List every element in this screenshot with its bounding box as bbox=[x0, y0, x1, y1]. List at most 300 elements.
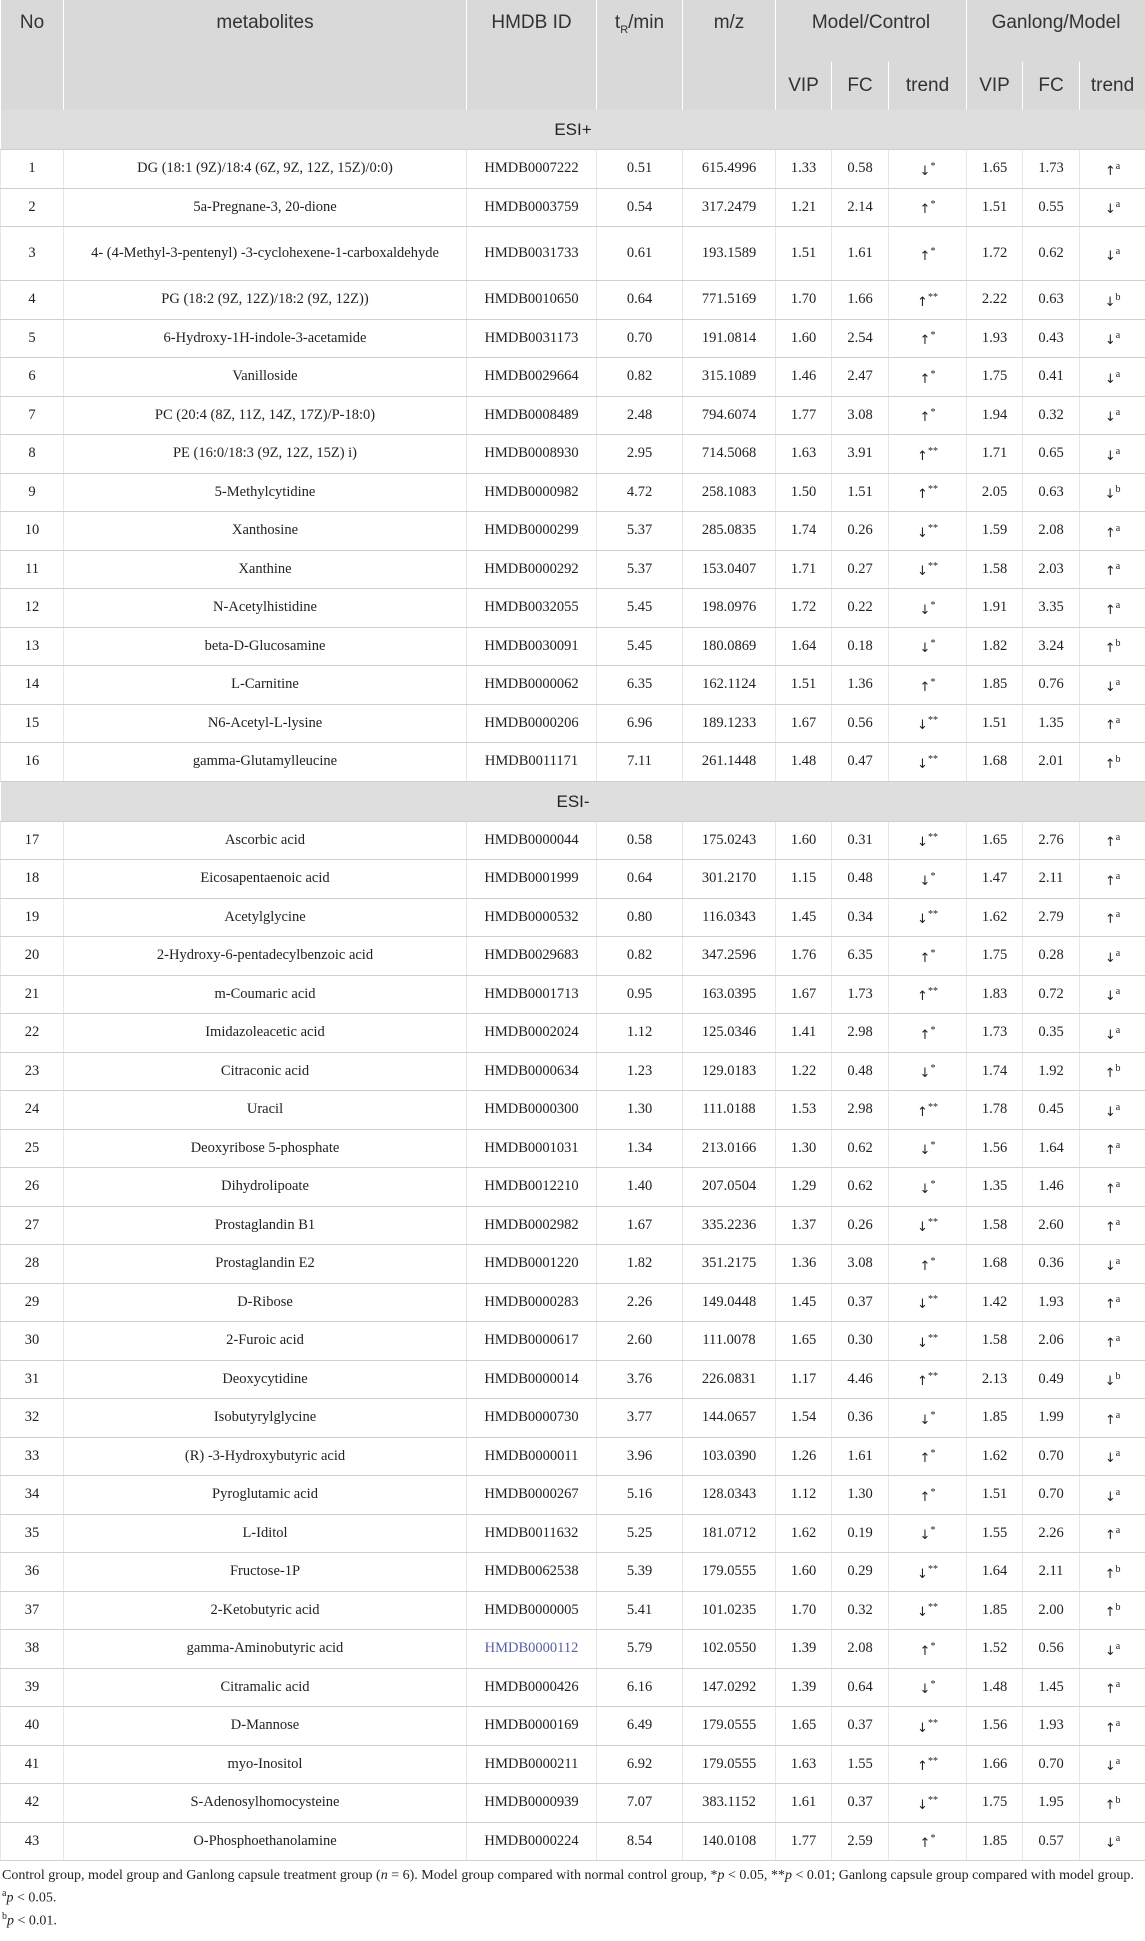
significance-mark: a bbox=[1115, 368, 1121, 380]
hmdb-id: HMDB0000005 bbox=[467, 1591, 597, 1630]
vip-model-control: 1.70 bbox=[776, 281, 832, 320]
trend-model-control bbox=[889, 1822, 967, 1861]
trend-arrow-icon: ↑ bbox=[919, 333, 931, 349]
trend-arrow-icon: ↓ bbox=[917, 756, 928, 772]
metabolite-name: Fructose-1P bbox=[64, 1553, 467, 1592]
metabolite-name: PE (16:0/18:3 (9Z, 12Z, 15Z) i) bbox=[64, 435, 467, 474]
trend-arrow-icon: ↓ bbox=[1104, 333, 1116, 349]
retention-time: 1.67 bbox=[597, 1206, 683, 1245]
fc-model-control: 2.47 bbox=[832, 358, 889, 397]
vip-ganlong-model: 1.55 bbox=[967, 1514, 1023, 1553]
fc-ganlong-model: 3.24 bbox=[1023, 627, 1080, 666]
significance-mark: b bbox=[1115, 1794, 1121, 1806]
trend-model-control bbox=[889, 1668, 967, 1707]
trend-arrow-icon: ↓ bbox=[917, 1220, 928, 1236]
metabolite-name: 2-Ketobutyric acid bbox=[64, 1591, 467, 1630]
fc-model-control: 2.08 bbox=[832, 1630, 889, 1669]
header-tr-main: t bbox=[614, 12, 621, 33]
retention-time: 1.82 bbox=[597, 1245, 683, 1284]
retention-time: 6.96 bbox=[597, 704, 683, 743]
fc-ganlong-model: 0.41 bbox=[1023, 358, 1080, 397]
fc-model-control: 0.27 bbox=[832, 550, 889, 589]
retention-time: 1.40 bbox=[597, 1168, 683, 1207]
retention-time: 0.80 bbox=[597, 898, 683, 937]
hmdb-id: HMDB0000267 bbox=[467, 1476, 597, 1515]
trend-arrow-icon: ↑ bbox=[919, 248, 931, 264]
mz-value: 189.1233 bbox=[683, 704, 776, 743]
trend-model-control bbox=[889, 1707, 967, 1746]
fc-model-control: 6.35 bbox=[832, 937, 889, 976]
fc-ganlong-model: 2.01 bbox=[1023, 743, 1080, 782]
trend-ganlong-model bbox=[1080, 1129, 1145, 1168]
trend-arrow-icon: ↑ bbox=[919, 202, 931, 218]
row-no: 13 bbox=[1, 627, 64, 666]
significance-mark: a bbox=[1115, 1717, 1121, 1729]
row-no: 4 bbox=[1, 281, 64, 320]
trend-arrow-icon: ↓ bbox=[1104, 248, 1116, 264]
fc-ganlong-model: 0.45 bbox=[1023, 1091, 1080, 1130]
hmdb-id: HMDB0032055 bbox=[467, 589, 597, 628]
metabolite-name: Xanthosine bbox=[64, 512, 467, 551]
significance-mark: a bbox=[1115, 1217, 1121, 1229]
fc-ganlong-model: 0.57 bbox=[1023, 1822, 1080, 1861]
footnote-b: $^b$p < 0.01. bbox=[2, 1910, 57, 1929]
metabolite-name: Vanilloside bbox=[64, 358, 467, 397]
row-no: 37 bbox=[1, 1591, 64, 1630]
mz-value: 794.6074 bbox=[683, 396, 776, 435]
fc-model-control: 0.37 bbox=[832, 1784, 889, 1823]
mz-value: 103.0390 bbox=[683, 1437, 776, 1476]
mz-value: 351.2175 bbox=[683, 1245, 776, 1284]
retention-time: 1.12 bbox=[597, 1014, 683, 1053]
significance-mark: a bbox=[1115, 1640, 1121, 1652]
trend-arrow-icon: ↑ bbox=[1104, 564, 1116, 580]
mz-value: 615.4996 bbox=[683, 150, 776, 189]
trend-arrow-icon: ↑ bbox=[1104, 1566, 1116, 1582]
trend-model-control bbox=[889, 589, 967, 628]
trend-arrow-icon: ↓ bbox=[1104, 1451, 1116, 1467]
trend-arrow-icon: ↓ bbox=[917, 1720, 928, 1736]
fc-ganlong-model: 0.72 bbox=[1023, 975, 1080, 1014]
row-no: 38 bbox=[1, 1630, 64, 1669]
vip-model-control: 1.15 bbox=[776, 860, 832, 899]
trend-arrow-icon: ↓ bbox=[917, 835, 928, 851]
fc-model-control: 0.29 bbox=[832, 1553, 889, 1592]
trend-arrow-icon: ↓ bbox=[1104, 487, 1116, 503]
row-no: 34 bbox=[1, 1476, 64, 1515]
fc-model-control: 1.61 bbox=[832, 1437, 889, 1476]
trend-model-control bbox=[889, 1437, 967, 1476]
row-no: 18 bbox=[1, 860, 64, 899]
table-row bbox=[1, 281, 1145, 320]
table-row bbox=[1, 188, 1145, 227]
significance-mark: ** bbox=[927, 1217, 938, 1229]
vip-ganlong-model: 1.75 bbox=[967, 358, 1023, 397]
row-no: 41 bbox=[1, 1745, 64, 1784]
row-no: 22 bbox=[1, 1014, 64, 1053]
vip-ganlong-model: 1.93 bbox=[967, 319, 1023, 358]
retention-time: 0.51 bbox=[597, 150, 683, 189]
vip-ganlong-model: 1.65 bbox=[967, 150, 1023, 189]
vip-model-control: 1.54 bbox=[776, 1399, 832, 1438]
significance-mark: ** bbox=[927, 832, 938, 844]
mz-value: 179.0555 bbox=[683, 1553, 776, 1592]
vip-ganlong-model: 1.56 bbox=[967, 1129, 1023, 1168]
trend-ganlong-model bbox=[1080, 821, 1145, 860]
header-trend-2: trend bbox=[1080, 62, 1145, 110]
row-no: 32 bbox=[1, 1399, 64, 1438]
vip-ganlong-model: 1.56 bbox=[967, 1707, 1023, 1746]
significance-mark: * bbox=[930, 676, 936, 688]
trend-ganlong-model bbox=[1080, 627, 1145, 666]
fc-ganlong-model: 1.35 bbox=[1023, 704, 1080, 743]
row-no: 33 bbox=[1, 1437, 64, 1476]
header-vip-1: VIP bbox=[776, 62, 832, 110]
significance-mark: * bbox=[930, 599, 936, 611]
section-row bbox=[1, 110, 1145, 150]
hmdb-id: HMDB0007222 bbox=[467, 150, 597, 189]
trend-arrow-icon: ↑ bbox=[1104, 756, 1116, 772]
vip-model-control: 1.36 bbox=[776, 1245, 832, 1284]
metabolite-name: gamma-Aminobutyric acid bbox=[64, 1630, 467, 1669]
table-row bbox=[1, 1245, 1145, 1284]
trend-arrow-icon: ↓ bbox=[1104, 989, 1116, 1005]
fc-ganlong-model: 0.49 bbox=[1023, 1360, 1080, 1399]
trend-model-control bbox=[889, 1091, 967, 1130]
table-body bbox=[1, 110, 1145, 1861]
mz-value: 317.2479 bbox=[683, 188, 776, 227]
vip-ganlong-model: 1.48 bbox=[967, 1668, 1023, 1707]
metabolite-name: Prostaglandin E2 bbox=[64, 1245, 467, 1284]
table-row bbox=[1, 1437, 1145, 1476]
metabolite-name: 5-Methylcytidine bbox=[64, 473, 467, 512]
vip-ganlong-model: 1.85 bbox=[967, 1399, 1023, 1438]
vip-ganlong-model: 1.52 bbox=[967, 1630, 1023, 1669]
mz-value: 213.0166 bbox=[683, 1129, 776, 1168]
header-no: No bbox=[1, 0, 64, 110]
metabolite-name: Acetylglycine bbox=[64, 898, 467, 937]
significance-mark: ** bbox=[927, 715, 938, 727]
significance-mark: ** bbox=[927, 484, 938, 496]
vip-model-control: 1.64 bbox=[776, 627, 832, 666]
trend-ganlong-model bbox=[1080, 666, 1145, 705]
retention-time: 5.41 bbox=[597, 1591, 683, 1630]
footnote-a: $^a$p < 0.05. bbox=[2, 1888, 57, 1906]
metabolite-name: Isobutyrylglycine bbox=[64, 1399, 467, 1438]
trend-arrow-icon: ↑ bbox=[1104, 1066, 1116, 1082]
hmdb-id: HMDB0011171 bbox=[467, 743, 597, 782]
hmdb-id: HMDB0012210 bbox=[467, 1168, 597, 1207]
significance-mark: a bbox=[1115, 1525, 1121, 1537]
trend-arrow-icon: ↓ bbox=[917, 1566, 928, 1582]
vip-ganlong-model: 1.91 bbox=[967, 589, 1023, 628]
vip-model-control: 1.77 bbox=[776, 1822, 832, 1861]
significance-mark: ** bbox=[927, 1794, 938, 1806]
significance-mark: ** bbox=[927, 909, 938, 921]
hmdb-id: HMDB0010650 bbox=[467, 281, 597, 320]
fc-model-control: 0.48 bbox=[832, 860, 889, 899]
fc-model-control: 0.47 bbox=[832, 743, 889, 782]
mz-value: 144.0657 bbox=[683, 1399, 776, 1438]
trend-model-control bbox=[889, 898, 967, 937]
section-label: ESI+ bbox=[1, 110, 1145, 150]
retention-time: 0.64 bbox=[597, 860, 683, 899]
row-no: 39 bbox=[1, 1668, 64, 1707]
mz-value: 163.0395 bbox=[683, 975, 776, 1014]
mz-value: 153.0407 bbox=[683, 550, 776, 589]
vip-model-control: 1.63 bbox=[776, 435, 832, 474]
row-no: 6 bbox=[1, 358, 64, 397]
section-label: ESI- bbox=[1, 781, 1145, 821]
trend-arrow-icon: ↓ bbox=[919, 1528, 931, 1544]
metabolite-name: 2-Furoic acid bbox=[64, 1322, 467, 1361]
mz-value: 258.1083 bbox=[683, 473, 776, 512]
trend-arrow-icon: ↑ bbox=[919, 1489, 931, 1505]
significance-mark: * bbox=[930, 1409, 936, 1421]
vip-model-control: 1.65 bbox=[776, 1322, 832, 1361]
trend-arrow-icon: ↑ bbox=[919, 1258, 931, 1274]
row-no: 43 bbox=[1, 1822, 64, 1861]
trend-ganlong-model bbox=[1080, 1784, 1145, 1823]
trend-arrow-icon: ↑ bbox=[917, 1759, 928, 1775]
hmdb-id: HMDB0000426 bbox=[467, 1668, 597, 1707]
vip-model-control: 1.45 bbox=[776, 1283, 832, 1322]
mz-value: 125.0346 bbox=[683, 1014, 776, 1053]
trend-ganlong-model bbox=[1080, 1052, 1145, 1091]
trend-model-control bbox=[889, 150, 967, 189]
table-row bbox=[1, 1591, 1145, 1630]
significance-mark: a bbox=[1115, 1255, 1121, 1267]
retention-time: 0.82 bbox=[597, 358, 683, 397]
trend-arrow-icon: ↑ bbox=[1104, 1605, 1116, 1621]
hmdb-id: HMDB0003759 bbox=[467, 188, 597, 227]
hmdb-id: HMDB0001713 bbox=[467, 975, 597, 1014]
fc-ganlong-model: 0.35 bbox=[1023, 1014, 1080, 1053]
significance-mark: a bbox=[1115, 1833, 1121, 1845]
retention-time: 2.48 bbox=[597, 396, 683, 435]
metabolite-name: Imidazoleacetic acid bbox=[64, 1014, 467, 1053]
retention-time: 2.60 bbox=[597, 1322, 683, 1361]
vip-model-control: 1.53 bbox=[776, 1091, 832, 1130]
row-no: 36 bbox=[1, 1553, 64, 1592]
fc-model-control: 0.58 bbox=[832, 150, 889, 189]
table-row bbox=[1, 1399, 1145, 1438]
hmdb-id: HMDB0002982 bbox=[467, 1206, 597, 1245]
fc-model-control: 0.37 bbox=[832, 1707, 889, 1746]
header-retention-time bbox=[597, 0, 683, 110]
vip-model-control: 1.51 bbox=[776, 666, 832, 705]
significance-mark: * bbox=[930, 1024, 936, 1036]
table-footnotes bbox=[0, 1861, 1145, 1930]
trend-ganlong-model bbox=[1080, 550, 1145, 589]
retention-time: 0.70 bbox=[597, 319, 683, 358]
trend-ganlong-model bbox=[1080, 975, 1145, 1014]
fc-ganlong-model: 0.43 bbox=[1023, 319, 1080, 358]
metabolite-name: Pyroglutamic acid bbox=[64, 1476, 467, 1515]
header-fc-2: FC bbox=[1023, 62, 1080, 110]
vip-model-control: 1.60 bbox=[776, 1553, 832, 1592]
trend-arrow-icon: ↓ bbox=[917, 564, 928, 580]
fc-ganlong-model: 1.46 bbox=[1023, 1168, 1080, 1207]
trend-ganlong-model bbox=[1080, 589, 1145, 628]
vip-ganlong-model: 1.59 bbox=[967, 512, 1023, 551]
fc-model-control: 4.46 bbox=[832, 1360, 889, 1399]
vip-ganlong-model: 1.75 bbox=[967, 1784, 1023, 1823]
trend-arrow-icon: ↓ bbox=[1104, 950, 1116, 966]
metabolite-name: Prostaglandin B1 bbox=[64, 1206, 467, 1245]
metabolite-name: 4- (4-Methyl-3-pentenyl) -3-cyclohexene-1-carboxaldehyde bbox=[64, 227, 467, 281]
retention-time: 2.26 bbox=[597, 1283, 683, 1322]
metabolite-name: 5a-Pregnane-3, 20-dione bbox=[64, 188, 467, 227]
table-row bbox=[1, 666, 1145, 705]
trend-model-control bbox=[889, 473, 967, 512]
vip-model-control: 1.50 bbox=[776, 473, 832, 512]
fc-model-control: 0.30 bbox=[832, 1322, 889, 1361]
retention-time: 5.45 bbox=[597, 627, 683, 666]
header-fc-1: FC bbox=[832, 62, 889, 110]
significance-mark: ** bbox=[927, 522, 938, 534]
trend-arrow-icon: ↓ bbox=[1104, 1489, 1116, 1505]
significance-mark: * bbox=[930, 1525, 936, 1537]
vip-ganlong-model: 1.73 bbox=[967, 1014, 1023, 1053]
section-row bbox=[1, 781, 1145, 821]
trend-arrow-icon: ↓ bbox=[1104, 1027, 1116, 1043]
metabolite-name: Citraconic acid bbox=[64, 1052, 467, 1091]
trend-arrow-icon: ↓ bbox=[919, 163, 931, 179]
trend-ganlong-model bbox=[1080, 435, 1145, 474]
hmdb-id: HMDB0029664 bbox=[467, 358, 597, 397]
header-vip-2: VIP bbox=[967, 62, 1023, 110]
significance-mark: ** bbox=[927, 1371, 938, 1383]
trend-ganlong-model bbox=[1080, 1514, 1145, 1553]
trend-arrow-icon: ↓ bbox=[919, 1682, 931, 1698]
hmdb-id: HMDB0000292 bbox=[467, 550, 597, 589]
vip-model-control: 1.67 bbox=[776, 704, 832, 743]
fc-ganlong-model: 2.03 bbox=[1023, 550, 1080, 589]
significance-mark: b bbox=[1115, 484, 1121, 496]
retention-time: 0.64 bbox=[597, 281, 683, 320]
vip-model-control: 1.29 bbox=[776, 1168, 832, 1207]
significance-mark: * bbox=[930, 1640, 936, 1652]
table-row bbox=[1, 512, 1145, 551]
row-no: 35 bbox=[1, 1514, 64, 1553]
vip-ganlong-model: 1.74 bbox=[967, 1052, 1023, 1091]
fc-ganlong-model: 0.70 bbox=[1023, 1476, 1080, 1515]
fc-ganlong-model: 1.93 bbox=[1023, 1707, 1080, 1746]
metabolite-name: myo-Inositol bbox=[64, 1745, 467, 1784]
significance-mark: a bbox=[1115, 522, 1121, 534]
hmdb-id: HMDB0000014 bbox=[467, 1360, 597, 1399]
trend-model-control bbox=[889, 975, 967, 1014]
trend-arrow-icon: ↑ bbox=[1104, 1412, 1116, 1428]
trend-arrow-icon: ↑ bbox=[919, 1643, 931, 1659]
retention-time: 6.35 bbox=[597, 666, 683, 705]
retention-time: 0.54 bbox=[597, 188, 683, 227]
mz-value: 149.0448 bbox=[683, 1283, 776, 1322]
metabolite-name: L-Carnitine bbox=[64, 666, 467, 705]
trend-arrow-icon: ↓ bbox=[1104, 1104, 1116, 1120]
retention-time: 6.16 bbox=[597, 1668, 683, 1707]
mz-value: 347.2596 bbox=[683, 937, 776, 976]
row-no: 40 bbox=[1, 1707, 64, 1746]
row-no: 1 bbox=[1, 150, 64, 189]
fc-model-control: 2.59 bbox=[832, 1822, 889, 1861]
vip-model-control: 1.71 bbox=[776, 550, 832, 589]
trend-arrow-icon: ↓ bbox=[1104, 371, 1116, 387]
retention-time: 8.54 bbox=[597, 1822, 683, 1861]
significance-mark: * bbox=[930, 245, 936, 257]
fc-ganlong-model: 1.95 bbox=[1023, 1784, 1080, 1823]
vip-ganlong-model: 1.68 bbox=[967, 743, 1023, 782]
significance-mark: a bbox=[1115, 160, 1121, 172]
vip-model-control: 1.60 bbox=[776, 319, 832, 358]
header-tr-unit: /min bbox=[628, 12, 665, 33]
trend-arrow-icon: ↑ bbox=[917, 294, 928, 310]
trend-arrow-icon: ↑ bbox=[917, 1104, 928, 1120]
significance-mark: * bbox=[930, 1486, 936, 1498]
retention-time: 5.39 bbox=[597, 1553, 683, 1592]
trend-arrow-icon: ↓ bbox=[917, 718, 928, 734]
hmdb-id[interactable]: HMDB0000112 bbox=[467, 1630, 597, 1669]
hmdb-id: HMDB0001220 bbox=[467, 1245, 597, 1284]
vip-model-control: 1.22 bbox=[776, 1052, 832, 1091]
fc-model-control: 2.98 bbox=[832, 1014, 889, 1053]
fc-model-control: 0.19 bbox=[832, 1514, 889, 1553]
vip-ganlong-model: 1.64 bbox=[967, 1553, 1023, 1592]
header-ganlong-model: Ganlong/Model bbox=[967, 0, 1145, 62]
significance-mark: a bbox=[1115, 870, 1121, 882]
fc-model-control: 0.56 bbox=[832, 704, 889, 743]
fc-model-control: 2.54 bbox=[832, 319, 889, 358]
vip-model-control: 1.12 bbox=[776, 1476, 832, 1515]
table-row bbox=[1, 589, 1145, 628]
significance-mark: a bbox=[1115, 1448, 1121, 1460]
table-row bbox=[1, 627, 1145, 666]
vip-model-control: 1.30 bbox=[776, 1129, 832, 1168]
fc-model-control: 2.14 bbox=[832, 188, 889, 227]
trend-model-control bbox=[889, 227, 967, 281]
significance-mark: * bbox=[930, 1833, 936, 1845]
table-row bbox=[1, 1129, 1145, 1168]
mz-value: 179.0555 bbox=[683, 1707, 776, 1746]
retention-time: 2.95 bbox=[597, 435, 683, 474]
fc-model-control: 0.31 bbox=[832, 821, 889, 860]
vip-ganlong-model: 2.13 bbox=[967, 1360, 1023, 1399]
significance-mark: ** bbox=[927, 445, 938, 457]
trend-ganlong-model bbox=[1080, 860, 1145, 899]
trend-arrow-icon: ↑ bbox=[919, 371, 931, 387]
trend-arrow-icon: ↓ bbox=[919, 873, 931, 889]
fc-ganlong-model: 0.55 bbox=[1023, 188, 1080, 227]
significance-mark: a bbox=[1115, 1178, 1121, 1190]
trend-model-control bbox=[889, 1322, 967, 1361]
retention-time: 5.37 bbox=[597, 550, 683, 589]
trend-arrow-icon: ↑ bbox=[1104, 1528, 1116, 1544]
fc-model-control: 1.36 bbox=[832, 666, 889, 705]
trend-arrow-icon: ↑ bbox=[1104, 1720, 1116, 1736]
vip-model-control: 1.60 bbox=[776, 821, 832, 860]
trend-ganlong-model bbox=[1080, 1360, 1145, 1399]
significance-mark: a bbox=[1115, 1756, 1121, 1768]
significance-mark: ** bbox=[927, 1101, 938, 1113]
mz-value: 198.0976 bbox=[683, 589, 776, 628]
table-row bbox=[1, 1630, 1145, 1669]
header-trend-1: trend bbox=[889, 62, 967, 110]
trend-model-control bbox=[889, 704, 967, 743]
metabolite-name: 6-Hydroxy-1H-indole-3-acetamide bbox=[64, 319, 467, 358]
trend-model-control bbox=[889, 512, 967, 551]
fc-model-control: 0.64 bbox=[832, 1668, 889, 1707]
